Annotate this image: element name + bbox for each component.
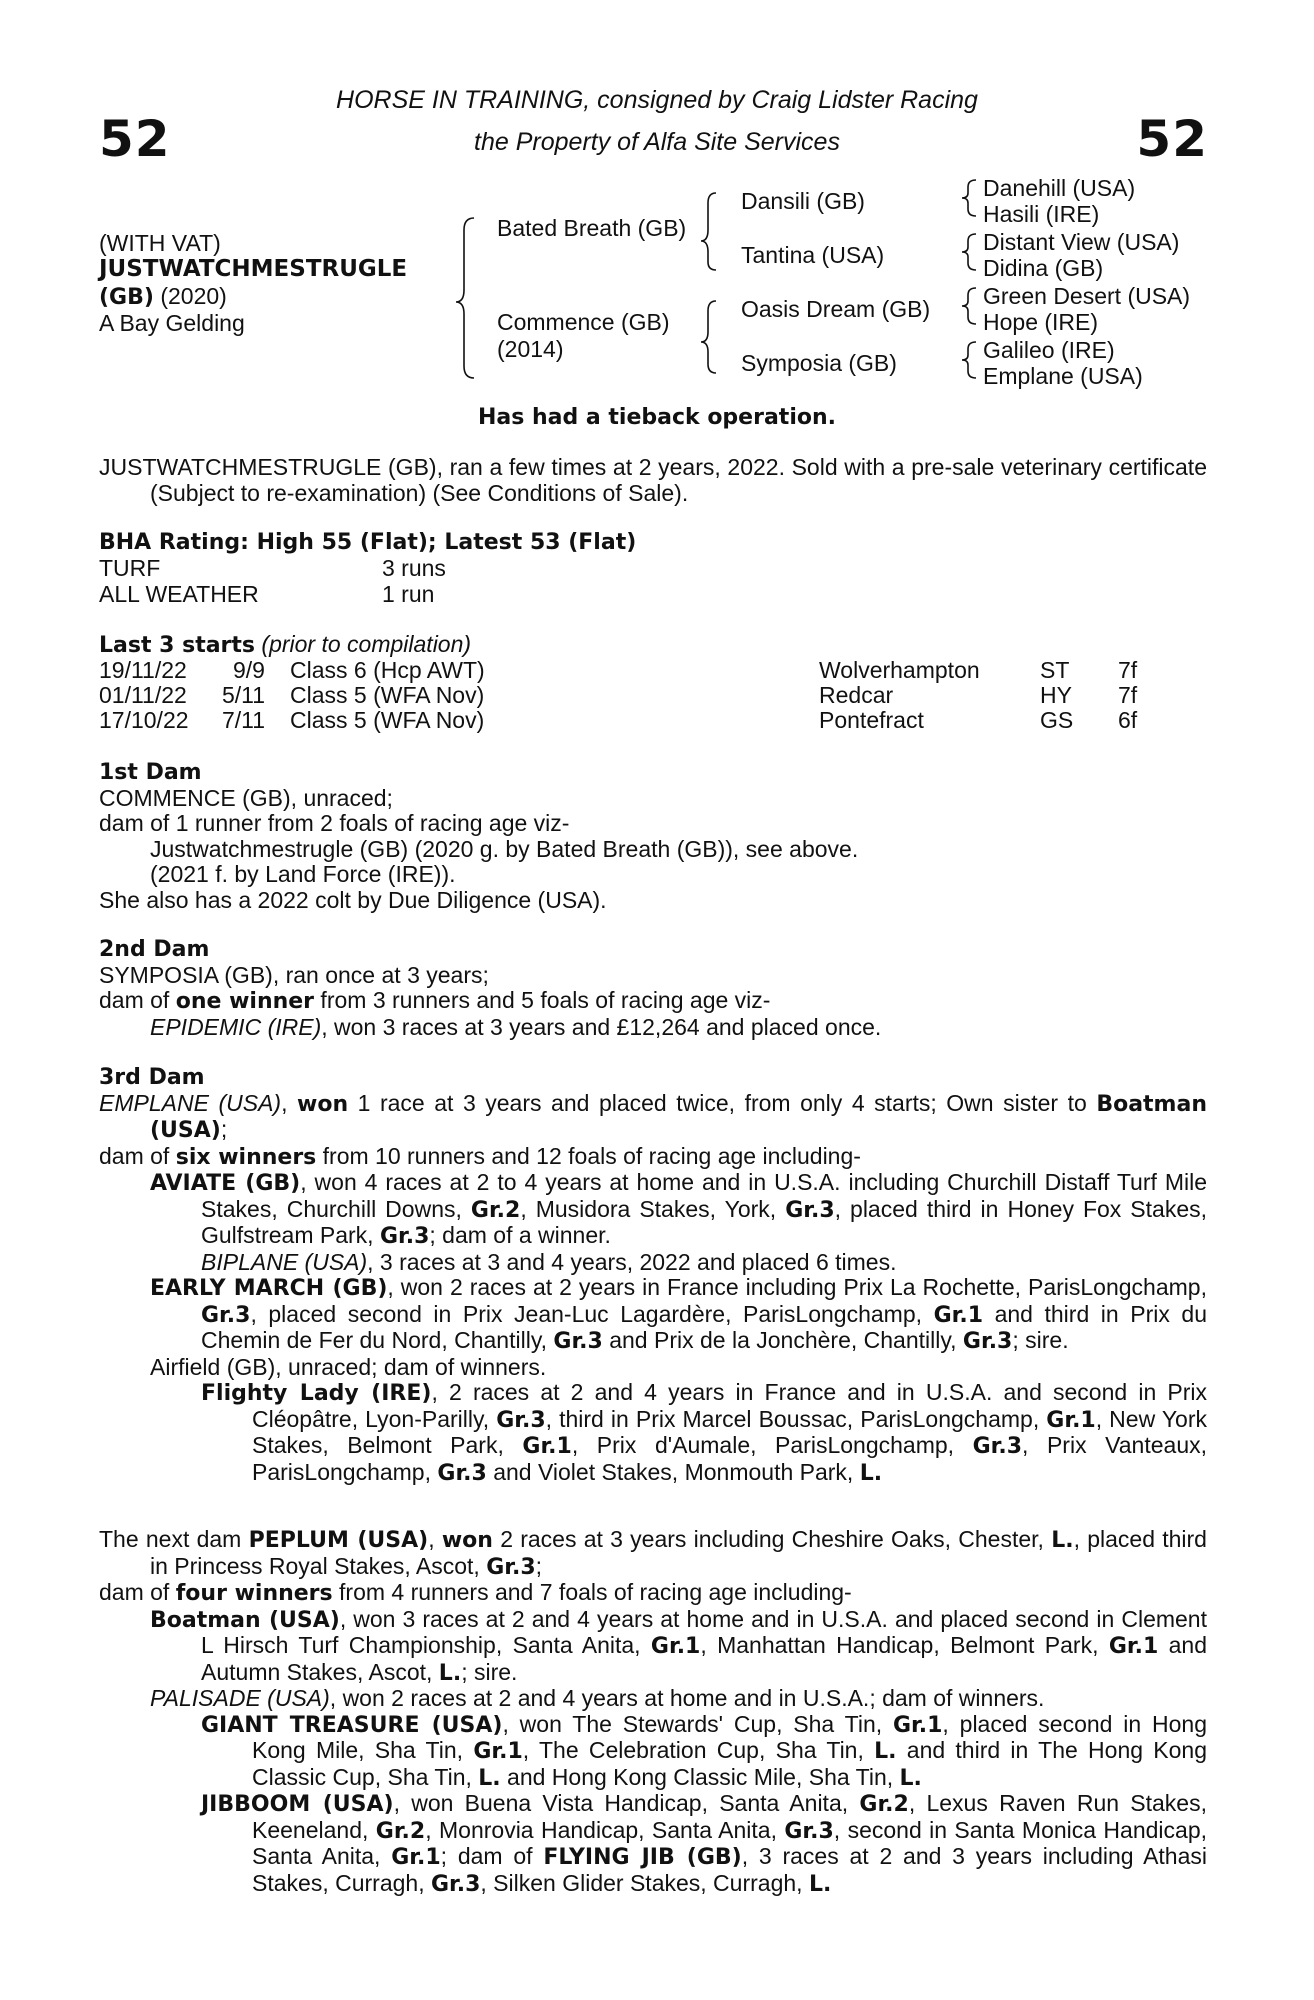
grade: Gr.1 — [1046, 1407, 1096, 1433]
text: ; dam of a winner. — [429, 1222, 611, 1248]
text: , won 2 races at 2 years in France including Prix La Rochette, ParisLongchamp, — [387, 1274, 1207, 1300]
grade: Gr.3 — [784, 1818, 834, 1844]
text: , The Celebration Cup, Sha Tin, — [522, 1737, 875, 1763]
text: , Manhattan Handicap, Belmont Park, — [700, 1632, 1109, 1658]
sire-dam: Tantina (USA) — [741, 242, 885, 268]
produce-boatman — [99, 1607, 1207, 1687]
bold-text: four winners — [175, 1581, 333, 1606]
text: and Hong Kong Classic Mile, Sha Tin, — [500, 1763, 900, 1790]
start-race: Class 5 (WFA Nov) — [290, 682, 485, 708]
produce-giant-treasure — [99, 1712, 1207, 1792]
horse-name-bold: AVIATE (GB) — [150, 1171, 301, 1196]
second-dam-line: SYMPOSIA (GB), ran once at 3 years; — [99, 961, 489, 988]
dam: Commence (GB) — [497, 309, 670, 335]
grade: Gr.1 — [892, 1712, 943, 1738]
text: , Monrovia Handicap, Santa Anita, — [425, 1816, 785, 1843]
start-going: GS — [1040, 707, 1074, 733]
bha-rating-title: BHA Rating: High 55 (Flat); Latest 53 (Flat) — [99, 530, 637, 555]
text: , won 2 races at 2 and 4 years at home and in U.S.A.; dam of winners. — [329, 1685, 1045, 1711]
grade: Gr.3 — [962, 1329, 1013, 1354]
text: and third in Prix du Chemin de Fer du Nord, Chantilly, — [201, 1300, 1207, 1353]
starts-title: Last 3 starts — [99, 633, 256, 658]
text: , Silken Glider Stakes, Curragh, — [480, 1869, 809, 1896]
third-dam-produce-summary — [99, 1144, 1207, 1171]
third-dam-intro — [99, 1091, 1207, 1144]
bold-text: won — [297, 1091, 349, 1117]
start-date: 01/11/22 — [99, 682, 187, 708]
text: , New York Stakes, Belmont Park, — [252, 1405, 1208, 1458]
start-distance: 7f — [1118, 682, 1138, 708]
text: , Prix d'Aumale, ParisLongchamp, — [571, 1432, 973, 1458]
third-dam-section — [99, 1065, 1207, 1486]
second-dam-produce — [99, 1015, 1207, 1041]
grade: Gr.1 — [522, 1434, 572, 1459]
grade: Gr.3 — [553, 1329, 603, 1354]
sire-sire: Dansili (GB) — [741, 188, 865, 214]
text: , won The Stewards' Cup, Sha Tin, — [502, 1710, 893, 1737]
start-position: 7/11 — [222, 707, 266, 733]
grade: Gr.1 — [650, 1634, 701, 1659]
start-date: 19/11/22 — [99, 657, 187, 683]
text: ; — [535, 1552, 543, 1579]
text: The next dam — [99, 1526, 249, 1552]
start-distance: 6f — [1118, 707, 1138, 733]
first-dam-section — [99, 760, 1207, 913]
text: dam of — [99, 987, 176, 1013]
horse-year: (2020) — [153, 283, 227, 309]
second-dam-title: 2nd Dam — [99, 937, 210, 962]
lot-number-right: 52 — [1136, 110, 1208, 168]
consignor-line: HORSE IN TRAINING, consigned by Craig Lidster Racing — [336, 86, 978, 114]
horse-name-bold: JIBBOOM (USA) — [201, 1792, 394, 1817]
grade: Gr.3 — [201, 1302, 251, 1328]
intro-text: JUSTWATCHMESTRUGLE (GB), ran a few times at 2 years, 2022. Sold with a pre-sale veterinary certificate (Subject to re-examination) (See Conditions of Sale). — [99, 454, 1207, 506]
text: , Musidora Stakes, York, — [520, 1195, 786, 1222]
text: , won 3 races at 2 and 4 years at home and in U.S.A. and placed second in Clement L Hirsch Turf Championship, Santa Anita, — [201, 1605, 1207, 1658]
produce-flighty-lady — [99, 1380, 1207, 1486]
text: , third in Prix Marcel Boussac, ParisLongchamp, — [545, 1405, 1047, 1432]
text: and Violet Stakes, Monmouth Park, — [486, 1458, 860, 1485]
grade: L. — [1051, 1528, 1074, 1553]
first-dam-produce: Justwatchmestrugle (GB) (2020 g. by Bated Breath (GB)), see above. — [150, 835, 859, 862]
pedigree-brackets — [0, 0, 1314, 420]
grade: Gr.3 — [486, 1554, 536, 1580]
horse-name-italic: BIPLANE (USA) — [201, 1248, 368, 1275]
horse-name-italic: EMPLANE (USA) — [99, 1089, 282, 1116]
text: from 3 runners and 5 foals of racing age viz- — [314, 987, 771, 1013]
horse-description: A Bay Gelding — [99, 310, 245, 336]
text: , Lexus Raven Run Stakes, Keeneland, — [252, 1790, 1207, 1843]
sire: Bated Breath (GB) — [497, 215, 687, 241]
start-position: 5/11 — [222, 682, 266, 708]
ggp-4: Didina (GB) — [983, 255, 1104, 281]
text: , placed third in Honey Fox Stakes, Gulfstream Park, — [201, 1195, 1208, 1248]
text: , — [428, 1526, 442, 1552]
intro-paragraph — [99, 455, 1207, 506]
start-course: Redcar — [819, 682, 894, 708]
grade: Gr.3 — [430, 1871, 481, 1897]
text: , 2 races at 2 and 4 years in France and in U.S.A. and second in Prix Cléopâtre, Lyon-Parilly, — [252, 1379, 1207, 1432]
text: , won Buena Vista Handicap, Santa Anita, — [393, 1790, 860, 1816]
horse-name-bold: FLYING JIB (GB) — [543, 1845, 742, 1870]
horse-name-italic: PALISADE (USA) — [150, 1685, 330, 1711]
horse-name-italic: EPIDEMIC (IRE) — [150, 1013, 322, 1040]
text: and Prix de la Jonchère, Chantilly, — [602, 1327, 963, 1353]
horse-country: (GB) — [99, 285, 154, 310]
text: from 4 runners and 7 foals of racing age including- — [332, 1579, 852, 1605]
grade: Gr.2 — [859, 1792, 909, 1817]
grade: L. — [438, 1660, 462, 1686]
horse-name-bold: Flighty Lady (IRE) — [201, 1381, 432, 1406]
tieback-note: Has had a tieback operation. — [477, 405, 836, 430]
bold-text: six winners — [175, 1144, 317, 1170]
text: from 10 runners and 12 foals of racing age including- — [316, 1142, 861, 1169]
text: , second in Santa Monica Handicap, Santa Anita, — [252, 1816, 1208, 1869]
produce-aviate — [99, 1170, 1207, 1250]
starts-table — [0, 658, 1314, 738]
first-dam-produce: (2021 f. by Land Force (IRE)). — [150, 861, 456, 887]
grade: Gr.3 — [379, 1224, 430, 1249]
ggp-1: Danehill (USA) — [983, 175, 1136, 201]
produce-early-march — [99, 1275, 1207, 1355]
third-dam-title: 3rd Dam — [99, 1065, 205, 1090]
grade: Gr.1 — [1108, 1634, 1159, 1659]
ggp-8: Emplane (USA) — [983, 363, 1143, 389]
start-race: Class 5 (WFA Nov) — [290, 707, 485, 733]
text: , Prix Vanteaux, ParisLongchamp, — [252, 1432, 1207, 1485]
text: , placed second in Hong Kong Mile, Sha Tin, — [252, 1710, 1208, 1763]
text: dam of — [99, 1142, 176, 1169]
ggp-2: Hasili (IRE) — [983, 201, 1100, 227]
text: and third in The Hong Kong Classic Cup, Sha Tin, — [252, 1737, 1207, 1790]
property-line: the Property of Alfa Site Services — [474, 128, 840, 156]
text: ; sire. — [1012, 1327, 1069, 1353]
start-going: HY — [1040, 682, 1072, 708]
ggp-3: Distant View (USA) — [983, 229, 1180, 255]
dam-dam: Symposia (GB) — [741, 350, 897, 376]
grade: L. — [478, 1765, 501, 1791]
starts-heading — [99, 632, 471, 658]
start-course: Pontefract — [819, 707, 924, 733]
bold-text: won — [441, 1528, 493, 1553]
dam-sire: Oasis Dream (GB) — [741, 296, 931, 322]
horse-name: JUSTWATCHMESTRUGLE — [99, 256, 408, 282]
starts-subtitle: (prior to compilation) — [255, 631, 472, 657]
rating-aw-runs: 1 run — [382, 581, 435, 607]
first-dam-title: 1st Dam — [99, 760, 202, 785]
ggp-7: Galileo (IRE) — [983, 337, 1115, 363]
start-position: 9/9 — [233, 657, 265, 683]
grade: Gr.2 — [375, 1818, 426, 1844]
text: and Autumn Stakes, Ascot, — [201, 1632, 1208, 1685]
next-dam-produce-summary — [99, 1580, 1207, 1607]
first-dam-line: dam of 1 runner from 2 foals of racing age viz- — [99, 810, 570, 836]
next-dam-section — [99, 1527, 1207, 1897]
produce-jibboom — [99, 1791, 1207, 1897]
grade: Gr.1 — [391, 1845, 441, 1870]
grade: L. — [899, 1765, 922, 1791]
vat-label: (WITH VAT) — [99, 230, 221, 256]
rating-turf-runs: 3 runs — [382, 555, 446, 581]
horse-name-bold: PEPLUM (USA) — [248, 1528, 429, 1553]
grade: L. — [874, 1739, 897, 1764]
rating-turf-label: TURF — [99, 555, 161, 581]
horse-name-bold: Boatman (USA) — [150, 1607, 340, 1633]
text: ; sire. — [461, 1658, 518, 1685]
text: , placed second in Prix Jean-Luc Lagardère, ParisLongchamp, — [250, 1300, 934, 1327]
rating-aw-label: ALL WEATHER — [99, 581, 259, 607]
first-dam-line: She also has a 2022 colt by Due Diligence (USA). — [99, 886, 607, 913]
text: 1 race at 3 years and placed twice, from only 4 starts; Own sister to — [348, 1089, 1097, 1116]
text: dam of — [99, 1579, 176, 1605]
text: 2 races at 3 years including Cheshire Oaks, Chester, — [492, 1526, 1052, 1552]
text: , 3 races at 3 and 4 years, 2022 and placed 6 times. — [367, 1248, 897, 1275]
grade: Gr.3 — [972, 1434, 1023, 1459]
ggp-6: Hope (IRE) — [983, 309, 1099, 335]
text: ; dam of — [440, 1843, 544, 1869]
start-going: ST — [1040, 657, 1070, 683]
text: ; — [220, 1116, 228, 1142]
text: , won 4 races at 2 to 4 years at home and in U.S.A. including Churchill Distaff Turf Mile Stakes, Churchill Downs, — [201, 1169, 1207, 1222]
grade: L. — [808, 1871, 832, 1897]
grade: Gr.3 — [496, 1407, 546, 1433]
produce-palisade — [99, 1686, 1207, 1712]
grade: Gr.3 — [437, 1460, 487, 1486]
ggp-5: Green Desert (USA) — [983, 283, 1191, 309]
horse-name-bold: EARLY MARCH (GB) — [150, 1276, 388, 1301]
start-distance: 7f — [1118, 657, 1138, 683]
horse-name-bold: GIANT TREASURE (USA) — [201, 1712, 503, 1738]
lot-number-left: 52 — [99, 110, 171, 168]
produce-airfield: Airfield (GB), unraced; dam of winners. — [150, 1353, 547, 1380]
second-dam-line — [99, 988, 1207, 1015]
produce-biplane — [99, 1250, 1207, 1276]
start-date: 17/10/22 — [99, 707, 189, 733]
grade: Gr.2 — [470, 1197, 521, 1223]
text: , won 3 races at 3 years and £12,264 and placed once. — [321, 1013, 882, 1040]
grade: L. — [859, 1460, 883, 1486]
second-dam-section — [99, 937, 1207, 1040]
bold-text: one winner — [175, 989, 315, 1014]
text: , — [281, 1089, 297, 1116]
grade: Gr.1 — [933, 1302, 984, 1328]
first-dam-line: COMMENCE (GB), unraced; — [99, 784, 393, 811]
horse-name-bold: Boatman (USA) — [150, 1091, 1207, 1143]
grade: Gr.3 — [785, 1197, 835, 1223]
next-dam-intro — [99, 1527, 1207, 1580]
dam-year: (2014) — [497, 336, 564, 362]
grade: Gr.1 — [473, 1739, 523, 1764]
start-course: Wolverhampton — [819, 657, 980, 683]
start-race: Class 6 (Hcp AWT) — [290, 657, 485, 683]
text: , placed third in Princess Royal Stakes, Ascot, — [150, 1526, 1207, 1579]
text: , 3 races at 2 and 3 years including Athasi Stakes, Curragh, — [252, 1843, 1208, 1896]
